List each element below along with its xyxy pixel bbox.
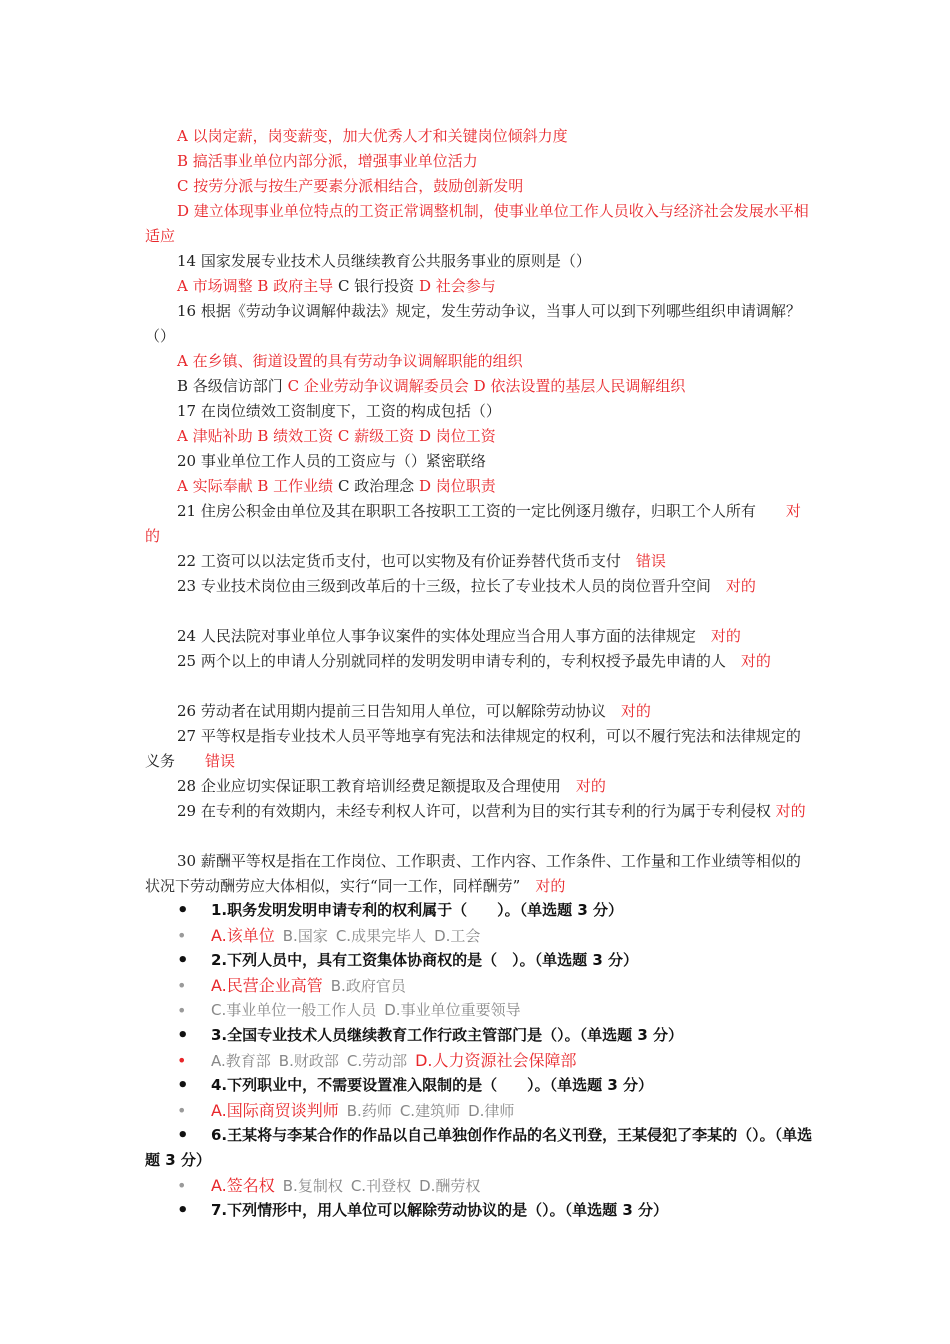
question-text: 22 工资可以以法定货币支付，也可以实物及有价证券替代货币支付 <box>177 552 636 570</box>
answer-text: D 岗位职责 <box>418 477 496 495</box>
paragraph <box>145 274 810 299</box>
quiz-options <box>145 923 815 949</box>
correct-option: A.国际商贸谈判师 <box>211 1101 339 1120</box>
bullet-icon: • <box>177 1176 187 1195</box>
bullet-icon: • <box>177 976 187 995</box>
quiz-options <box>145 1173 815 1199</box>
correct-option: A.民营企业高管 <box>211 976 323 995</box>
question-text: 20 事业单位工作人员的工资应与（）紧密联络 <box>177 452 486 470</box>
answer-text: 错误 <box>205 752 236 770</box>
paragraph <box>145 774 810 799</box>
option: C.刊登权 <box>350 1177 412 1195</box>
paragraph <box>145 499 810 549</box>
paragraph <box>145 574 810 599</box>
bullet-icon: • <box>177 1125 189 1146</box>
answer-text: 对的 <box>725 577 756 595</box>
bullet-icon: • <box>177 1025 189 1046</box>
correct-option: A.该单位 <box>211 926 275 945</box>
paragraph <box>145 474 810 499</box>
bullet-icon: • <box>177 1051 187 1070</box>
quiz-question-text: 2.下列人员中，具有工资集体协商权的是（ ）。（单选题 3 分） <box>211 951 639 969</box>
paragraph <box>145 149 810 174</box>
answer-text: C 企业劳动争议调解委员会 D 依法设置的基层人民调解组织 <box>287 377 686 395</box>
bullet-icon: • <box>177 1101 187 1120</box>
paragraph <box>145 399 810 424</box>
paragraph <box>145 624 810 649</box>
bullet-icon: • <box>177 900 189 921</box>
paragraph <box>145 549 810 574</box>
option: D.事业单位重要领导 <box>384 1001 521 1019</box>
quiz-question <box>145 1023 815 1048</box>
quiz-question-text: 6.王某将与李某合作的作品以自己单独创作作品的名义刊登，王某侵犯了李某的（）。（单选题 3 分） <box>145 1126 813 1169</box>
answer-text: A 津贴补助 B 绩效工资 C 薪级工资 D 岗位工资 <box>177 427 496 445</box>
answer-text: D 建立体现事业单位特点的工资正常调整机制，使事业单位工作人员收入与经济社会发展水平相适应 <box>145 202 809 245</box>
correct-option: A.签名权 <box>211 1176 275 1195</box>
paragraph <box>145 449 810 474</box>
correct-option: D.人力资源社会保障部 <box>415 1051 577 1070</box>
answer-text: 对的 <box>535 877 566 895</box>
paragraph <box>145 349 810 374</box>
quiz-question-text: 7.下列情形中，用人单位可以解除劳动协议的是（）。（单选题 3 分） <box>211 1201 669 1219</box>
option: B.复制权 <box>282 1177 343 1195</box>
question-text: 30 薪酬平等权是指在工作岗位、工作职责、工作内容、工作条件、工作量和工作业绩等相似的状况下劳动酬劳应大体相似，实行“同一工作，同样酬劳” <box>145 852 801 895</box>
paragraph <box>145 199 810 249</box>
paragraph <box>145 374 810 399</box>
option: C.劳动部 <box>346 1052 408 1070</box>
quiz-question-text: 4.下列职业中，不需要设置准入限制的是（ ）。（单选题 3 分） <box>211 1076 654 1094</box>
answer-text: 对的 <box>145 502 801 545</box>
question-text: C 银行投资 <box>337 277 419 295</box>
option: B.药师 <box>346 1102 392 1120</box>
quiz-question <box>145 898 815 923</box>
paragraph <box>145 249 810 274</box>
question-text: 24 人民法院对事业单位人事争议案件的实体处理应当合用人事方面的法律规定 <box>177 627 711 645</box>
quiz-options <box>145 998 815 1023</box>
bullet-icon: • <box>177 1200 189 1221</box>
bullet-icon: • <box>177 950 189 971</box>
paragraph <box>145 299 810 349</box>
answer-text: 错误 <box>635 552 666 570</box>
question-text: 14 国家发展专业技术人员继续教育公共服务事业的原则是（） <box>177 252 591 270</box>
question-text: 27 平等权是指专业技术人员平等地享有宪法和法律规定的权利，可以不履行宪法和法律规定的义务 <box>145 727 801 770</box>
question-text: B 各级信访部门 <box>177 377 288 395</box>
paragraph <box>145 849 810 899</box>
quiz-options <box>145 1098 815 1124</box>
option: C.事业单位一般工作人员 <box>211 1001 377 1019</box>
question-text: 29 在专利的有效期内，未经专利权人许可，以营利为目的实行其专利的行为属于专利侵权 <box>177 802 776 820</box>
answer-text: 对的 <box>775 802 806 820</box>
option: C.成果完毕人 <box>335 927 427 945</box>
answer-text: A 在乡镇、街道设置的具有劳动争议调解职能的组织 <box>177 352 523 370</box>
option: D.律师 <box>468 1102 515 1120</box>
question-text: 17 在岗位绩效工资制度下，工资的构成包括（） <box>177 402 501 420</box>
question-text: C 政治理念 <box>337 477 419 495</box>
option: B.国家 <box>282 927 328 945</box>
option: D.工会 <box>434 927 481 945</box>
paragraph <box>145 799 810 824</box>
question-text: 23 专业技术岗位由三级到改革后的十三级，拉长了专业技术人员的岗位晋升空间 <box>177 577 726 595</box>
answer-text: A 实际奉献 B 工作业绩 <box>177 477 338 495</box>
quiz-options <box>145 1048 815 1074</box>
quiz-question-text: 3.全国专业技术人员继续教育工作行政主管部门是（）。（单选题 3 分） <box>211 1026 684 1044</box>
option: A.教育部 <box>211 1052 271 1070</box>
paragraph <box>145 174 810 199</box>
answer-text: 对的 <box>740 652 771 670</box>
quiz-question <box>145 948 815 973</box>
answer-text: 对的 <box>575 777 606 795</box>
paragraph <box>145 124 810 149</box>
answer-text: A 市场调整 B 政府主导 <box>177 277 338 295</box>
question-text: 26 劳动者在试用期内提前三日告知用人单位，可以解除劳动协议 <box>177 702 621 720</box>
quiz-options <box>145 973 815 999</box>
bullet-icon: • <box>177 926 187 945</box>
paragraph <box>145 424 810 449</box>
bullet-icon: • <box>177 1075 189 1096</box>
paragraph <box>145 649 810 674</box>
bullet-icon: • <box>177 1001 187 1020</box>
paragraph <box>145 724 810 774</box>
answer-text: A 以岗定薪，岗变薪变，加大优秀人才和关键岗位倾斜力度 <box>177 127 568 145</box>
option: B.政府官员 <box>330 977 406 995</box>
paragraph <box>145 699 810 724</box>
quiz-question <box>145 1198 815 1223</box>
option: C.建筑师 <box>399 1102 461 1120</box>
quiz-question-text: 1.职务发明发明申请专利的权利属于（ ）。（单选题 3 分） <box>211 901 624 919</box>
question-text: 16 根据《劳动争议调解仲裁法》规定，发生劳动争议，当事人可以到下列哪些组织申请调解？（） <box>145 302 801 345</box>
option: B.财政部 <box>278 1052 339 1070</box>
answer-text: 对的 <box>620 702 651 720</box>
quiz-question <box>145 1123 815 1173</box>
answer-text: D 社会参与 <box>418 277 496 295</box>
question-text: 25 两个以上的申请人分别就同样的发明发明申请专利的，专利权授予最先申请的人 <box>177 652 741 670</box>
question-text: 21 住房公积金由单位及其在职职工各按职工工资的一定比例逐月缴存，归职工个人所有 <box>177 502 786 520</box>
question-text: 28 企业应切实保证职工教育培训经费足额提取及合理使用 <box>177 777 576 795</box>
quiz-question <box>145 1073 815 1098</box>
answer-text: C 按劳分派与按生产要素分派相结合，鼓励创新发明 <box>177 177 524 195</box>
option: D.酬劳权 <box>419 1177 481 1195</box>
answer-text: 对的 <box>710 627 741 645</box>
answer-text: B 搞活事业单位内部分派，增强事业单位活力 <box>177 152 478 170</box>
